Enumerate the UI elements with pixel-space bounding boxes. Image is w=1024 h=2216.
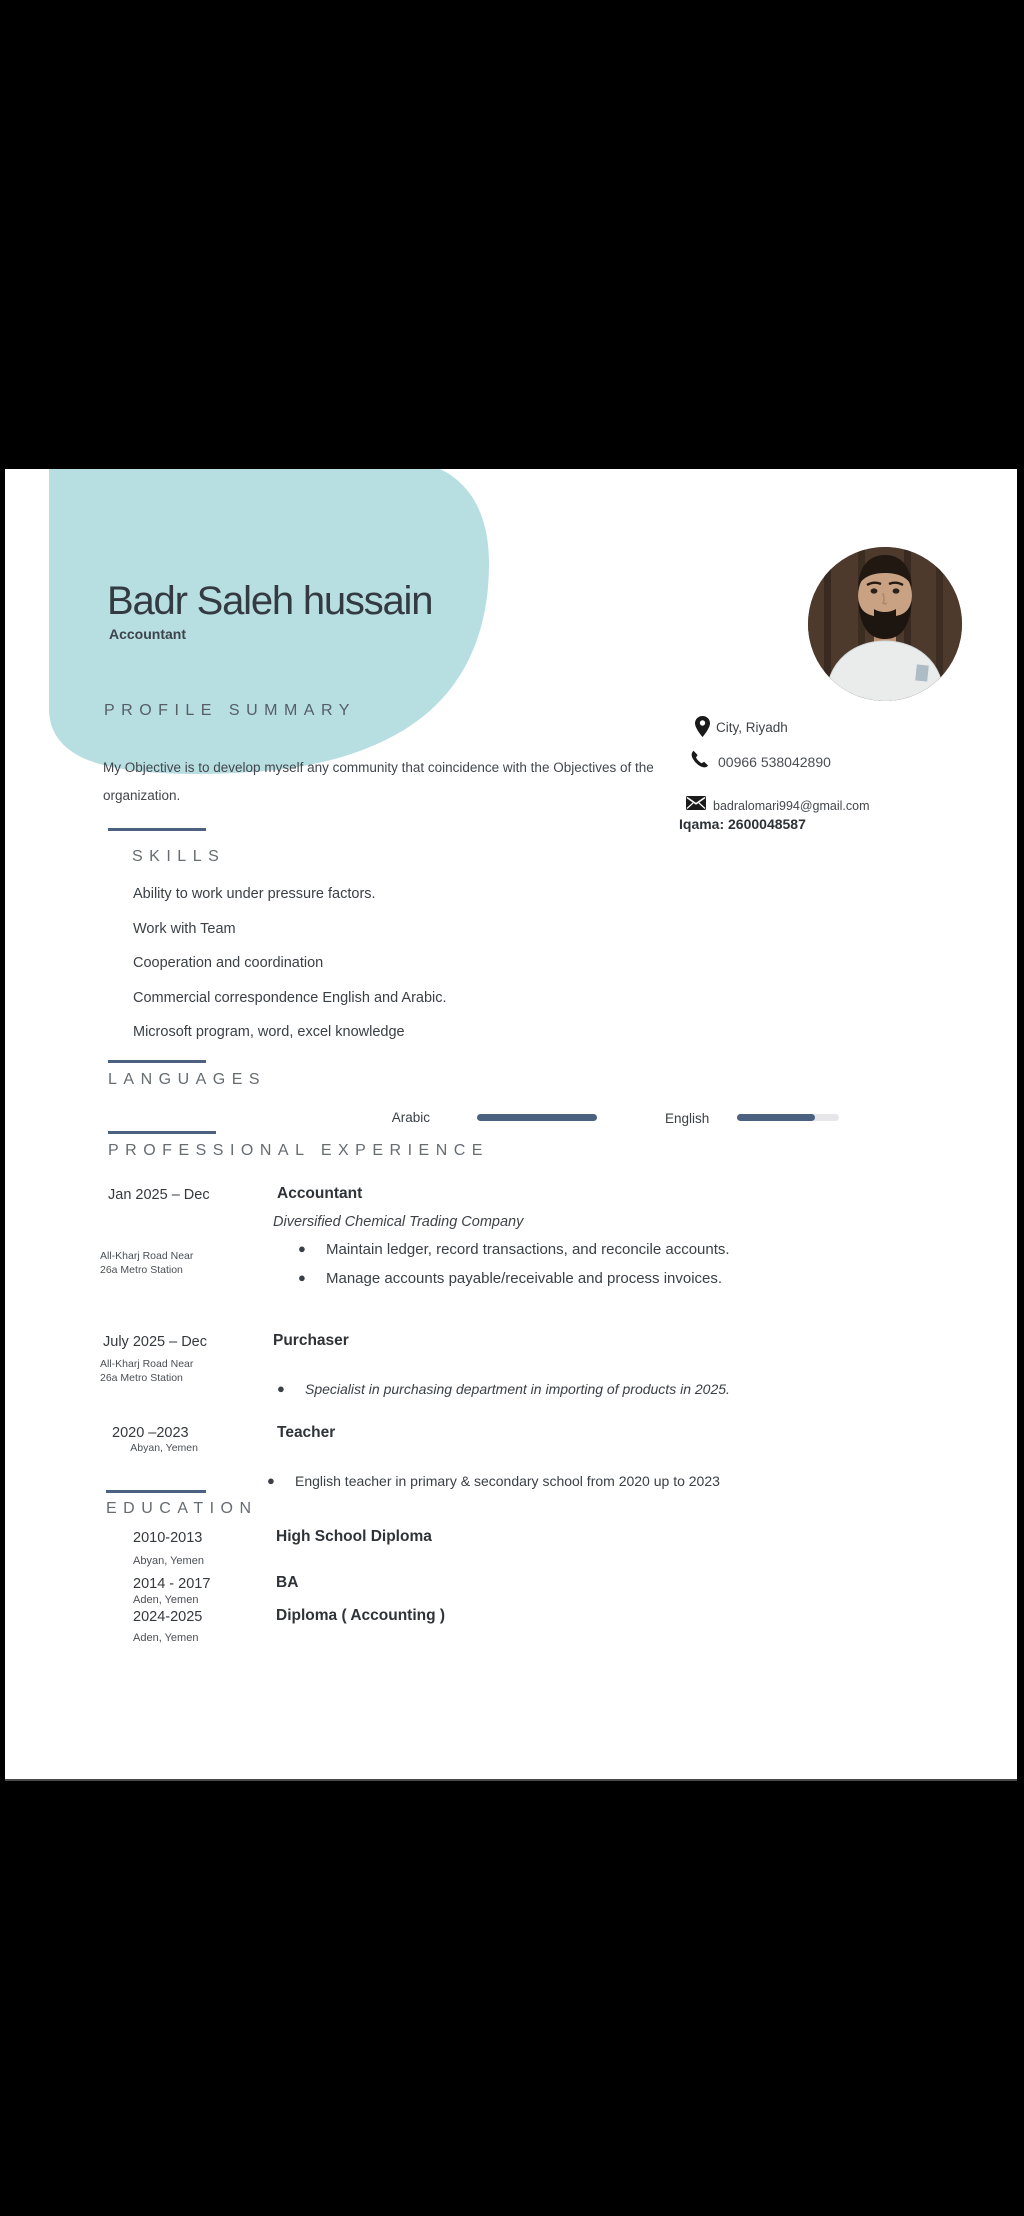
- experience-dates: 2020 –2023: [112, 1425, 189, 1441]
- experience-dates: Jan 2025 – Dec: [108, 1187, 210, 1203]
- language-bar-english: [737, 1114, 839, 1121]
- language-label-arabic: Arabic: [391, 1110, 430, 1125]
- experience-job-title: Teacher: [277, 1424, 336, 1441]
- experience-bullet: ● Specialist in purchasing department in importing of products in 2025.: [277, 1381, 730, 1397]
- education-dates: 2024-2025: [133, 1609, 203, 1625]
- portrait-illustration: [808, 547, 962, 701]
- divider: [106, 1490, 206, 1493]
- phone-icon: [690, 750, 709, 769]
- education-location: Abyan, Yemen: [133, 1555, 204, 1567]
- bullet-dot: ●: [267, 1473, 275, 1488]
- resume-page: [5, 469, 1017, 1781]
- teal-accent-shape: [5, 469, 525, 784]
- education-degree: BA: [276, 1574, 299, 1591]
- contact-location: City, Riyadh: [716, 720, 788, 735]
- language-label-english: English: [665, 1111, 710, 1126]
- bullet-dot: ●: [277, 1381, 285, 1396]
- experience-bullet: ● English teacher in primary & secondary school from 2020 up to 2023: [267, 1473, 720, 1489]
- language-bar-arabic: [477, 1114, 597, 1121]
- language-bar-fill: [477, 1114, 597, 1121]
- experience-location: 26a Metro Station: [100, 1264, 183, 1276]
- experience-location: All-Kharj Road Near: [100, 1358, 194, 1370]
- bullet-dot: ●: [298, 1241, 306, 1256]
- section-heading-experience: PROFESSIONAL EXPERIENCE: [108, 1142, 489, 1159]
- skill-item: Ability to work under pressure factors.: [133, 886, 376, 902]
- divider: [108, 1131, 216, 1134]
- experience-location: 26a Metro Station: [100, 1372, 183, 1384]
- education-dates: 2014 - 2017: [133, 1576, 211, 1592]
- experience-bullet: ● Manage accounts payable/receivable and process invoices.: [298, 1270, 723, 1287]
- skill-item: Commercial correspondence English and Arabic.: [133, 989, 447, 1006]
- section-heading-education: EDUCATION: [106, 1500, 258, 1517]
- skill-item: Cooperation and coordination: [133, 955, 324, 972]
- divider: [108, 1060, 206, 1063]
- education-location: Aden, Yemen: [133, 1594, 199, 1606]
- experience-job-title: Accountant: [277, 1185, 363, 1202]
- envelope-icon: [686, 796, 706, 810]
- section-heading-skills: SKILLS: [132, 848, 226, 865]
- skill-item: Microsoft program, word, excel knowledge: [133, 1024, 405, 1041]
- section-heading-profile-summary: PROFILE SUMMARY: [104, 702, 356, 719]
- experience-location: Abyan, Yemen: [130, 1442, 198, 1454]
- experience-bullet: ● Maintain ledger, record transactions, and reconcile accounts.: [298, 1241, 730, 1258]
- contact-iqama: Iqama: 2600048587: [679, 816, 806, 832]
- experience-location: All-Kharj Road Near: [100, 1250, 194, 1262]
- language-bar-fill: [737, 1114, 815, 1121]
- education-degree: Diploma ( Accounting ): [276, 1607, 446, 1624]
- experience-company: Diversified Chemical Trading Company: [273, 1214, 524, 1230]
- skills-list: [133, 886, 447, 1059]
- education-dates: 2010-2013: [133, 1530, 203, 1546]
- profile-photo: [808, 547, 962, 701]
- experience-dates: July 2025 – Dec: [103, 1334, 207, 1350]
- candidate-job-title: Accountant: [109, 626, 186, 642]
- bullet-dot: ●: [298, 1270, 306, 1285]
- education-degree: High School Diploma: [276, 1528, 432, 1545]
- candidate-name: Badr Saleh hussain: [107, 579, 433, 623]
- experience-job-title: Purchaser: [273, 1332, 349, 1349]
- location-pin-icon: [695, 716, 710, 737]
- divider: [108, 828, 206, 831]
- profile-summary-text: My Objective is to develop myself any community that coincidence with the Objectives of the organization.: [103, 759, 654, 803]
- section-heading-languages: LANGUAGES: [108, 1071, 267, 1088]
- education-location: Aden, Yemen: [133, 1632, 199, 1644]
- contact-phone: 00966 538042890: [718, 754, 831, 770]
- contact-email: badralomari994@gmail.com: [713, 799, 870, 813]
- skill-item: Work with Team: [133, 920, 236, 937]
